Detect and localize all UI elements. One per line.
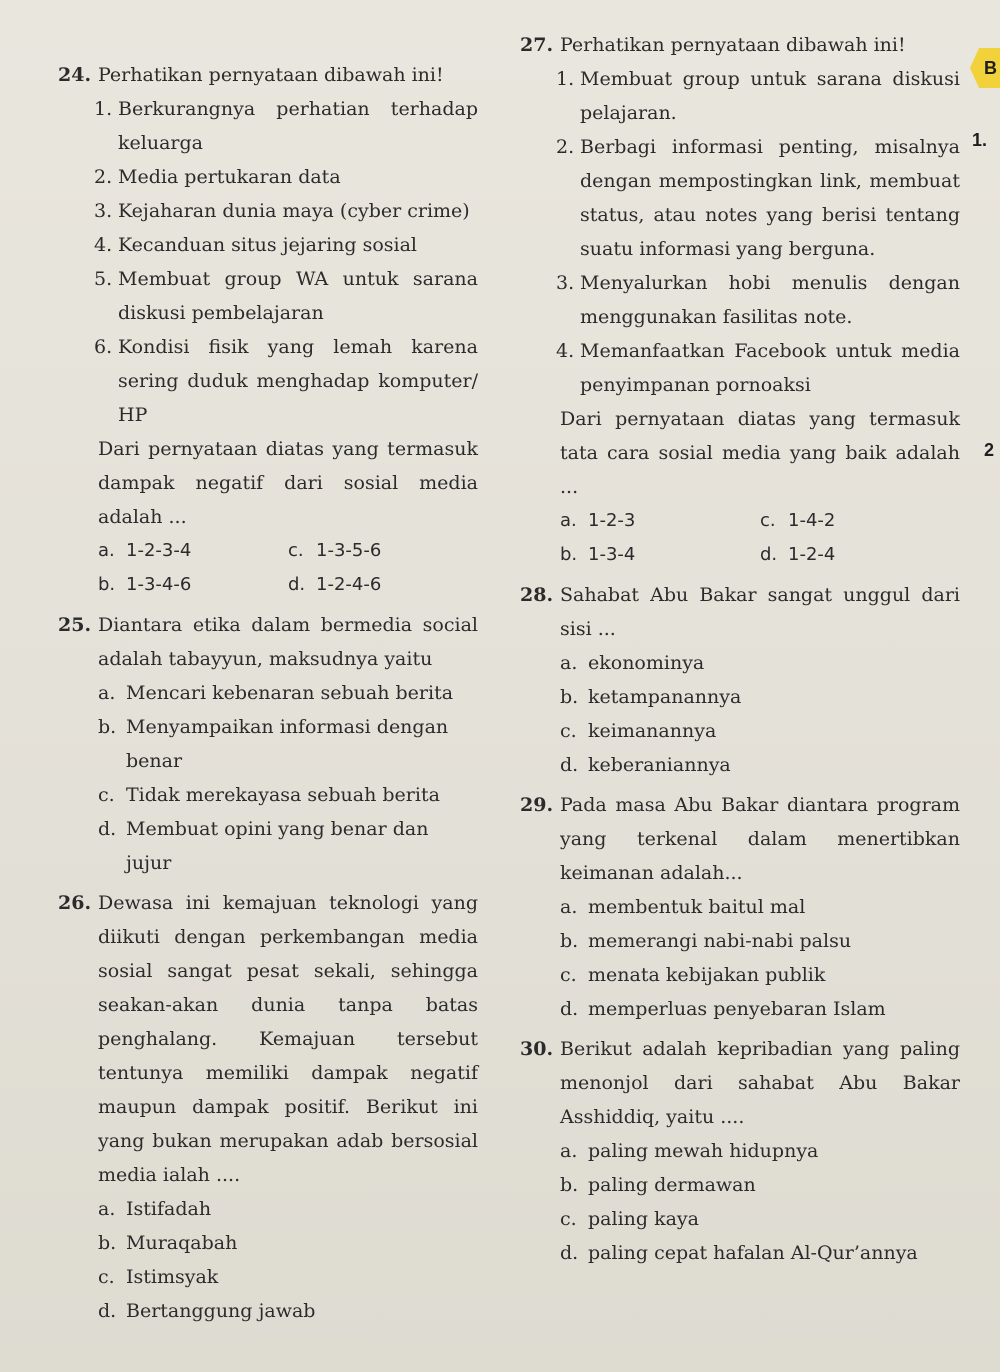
option-d[interactable]: d. Membuat opini yang benar dan jujur (98, 818, 429, 874)
statement: 3. Kejaharan dunia maya (cyber crime) (94, 200, 470, 222)
left-column (58, 58, 478, 1334)
edge-number-2: 2 (984, 440, 995, 460)
question-prompt: Dari pernyataan diatas yang termasuk tata cara sosial media yang baik adalah ... (560, 408, 960, 498)
question-number: 25. (58, 614, 92, 636)
question-text: Diantara etika dalam bermedia social adalah tabayyun, maksudnya yaitu (98, 614, 478, 670)
question-29 (520, 788, 960, 1026)
question-text: Perhatikan pernyataan dibawah ini! (98, 64, 444, 86)
question-text: Dewasa ini kemajuan teknologi yang diikuti dengan perkembangan media sosial sangat pesat sekali, sehingga seakan-akan dunia tanpa batas penghalang. Kemajuan tersebut tentunya memiliki dampak negatif maupun dampak positif. Berikut ini yang bukan merupakan adab bersosial media ialah .... (98, 892, 478, 1186)
option-b[interactable]: b. Muraqabah (98, 1232, 238, 1254)
edge-number-1: 1. (972, 130, 988, 150)
question-28 (520, 578, 960, 782)
option-a[interactable]: a. ekonominya (560, 652, 705, 674)
question-number: 24. (58, 64, 92, 86)
option-c[interactable]: c. paling kaya (560, 1208, 699, 1230)
edge-badge-label: B (984, 58, 997, 78)
statement: 1. Membuat group untuk sarana diskusi pelajaran. (556, 68, 960, 124)
question-number: 29. (520, 794, 554, 816)
option-d[interactable]: d. keberaniannya (560, 754, 731, 776)
question-25 (58, 608, 478, 880)
option-a[interactable]: a. membentuk baitul mal (560, 896, 806, 918)
statement: 2. Media pertukaran data (94, 166, 341, 188)
question-24 (58, 58, 478, 602)
question-text: Pada masa Abu Bakar diantara program yang terkenal dalam menertibkan keimanan adalah... (560, 794, 960, 884)
question-26 (58, 886, 478, 1328)
question-number: 26. (58, 892, 92, 914)
option-b[interactable]: b. memerangi nabi-nabi palsu (560, 930, 852, 952)
statement: 2. Berbagi informasi penting, misalnya dengan mempostingkan link, membuat status, atau notes yang berisi tentang suatu informasi yang berguna. (556, 136, 960, 260)
option-b[interactable]: b. 1-3-4-6 (98, 574, 192, 595)
statement: 4. Kecanduan situs jejaring sosial (94, 234, 417, 256)
statement: 5. Membuat group WA untuk sarana diskusi pembelajaran (94, 268, 478, 324)
option-a[interactable]: a. Istifadah (98, 1198, 212, 1220)
option-d[interactable]: d. 1-2-4 (760, 544, 836, 565)
option-a[interactable]: a. Mencari kebenaran sebuah berita (98, 682, 454, 704)
option-c[interactable]: c. 1-4-2 (760, 510, 836, 531)
option-b[interactable]: b. ketampanannya (560, 686, 742, 708)
option-b[interactable]: b. 1-3-4 (560, 544, 636, 565)
question-prompt: Dari pernyataan diatas yang termasuk dampak negatif dari sosial media adalah ... (98, 438, 478, 528)
option-a[interactable]: a. paling mewah hidupnya (560, 1140, 819, 1162)
option-d[interactable]: d. paling cepat hafalan Al-Qur’annya (560, 1242, 918, 1264)
option-d[interactable]: d. memperluas penyebaran Islam (560, 998, 886, 1020)
question-text: Perhatikan pernyataan dibawah ini! (560, 34, 906, 56)
option-b[interactable]: b. paling dermawan (560, 1174, 756, 1196)
statement: 1. Berkurangnya perhatian terhadap keluarga (94, 98, 478, 154)
answer-options (58, 534, 478, 602)
question-text: Sahabat Abu Bakar sangat unggul dari sisi ... (560, 584, 960, 640)
question-27 (520, 28, 960, 572)
question-text: Berikut adalah kepribadian yang paling menonjol dari sahabat Abu Bakar Asshiddiq, yaitu .... (560, 1038, 960, 1128)
option-b[interactable]: b. Menyampaikan informasi dengan benar (98, 716, 449, 772)
option-c[interactable]: c. Istimsyak (98, 1266, 219, 1288)
option-c[interactable]: c. menata kebijakan publik (560, 964, 826, 986)
question-number: 27. (520, 34, 554, 56)
option-a[interactable]: a. 1-2-3 (560, 510, 636, 531)
option-c[interactable]: c. 1-3-5-6 (288, 540, 382, 561)
option-c[interactable]: c. Tidak merekayasa sebuah berita (98, 784, 440, 806)
right-column (520, 28, 960, 1276)
option-c[interactable]: c. keimanannya (560, 720, 717, 742)
option-a[interactable]: a. 1-2-3-4 (98, 540, 192, 561)
option-d[interactable]: d. Bertanggung jawab (98, 1300, 316, 1322)
question-number: 28. (520, 584, 554, 606)
answer-options (520, 504, 960, 572)
option-d[interactable]: d. 1-2-4-6 (288, 574, 382, 595)
statement: 3. Menyalurkan hobi menulis dengan menggunakan fasilitas note. (556, 272, 960, 328)
question-number: 30. (520, 1038, 554, 1060)
statement: 4. Memanfaatkan Facebook untuk media penyimpanan pornoaksi (556, 340, 960, 396)
statement: 6. Kondisi fisik yang lemah karena sering duduk menghadap komputer/ HP (94, 336, 478, 426)
question-30 (520, 1032, 960, 1270)
